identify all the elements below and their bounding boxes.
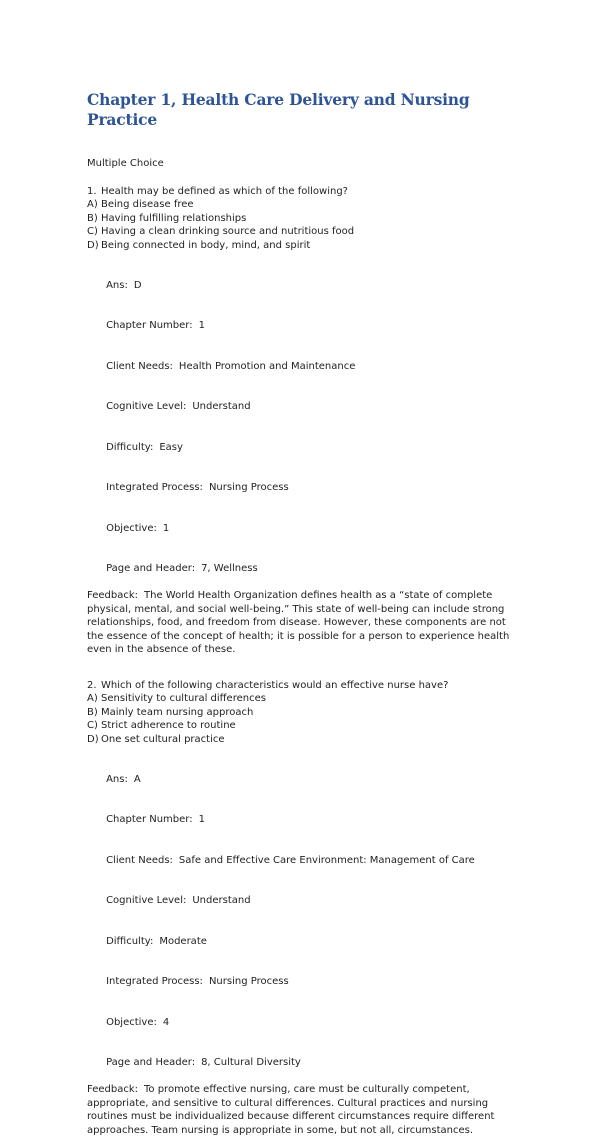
meta-chapter-number xyxy=(87,800,514,841)
meta-value: Understand xyxy=(192,895,251,906)
question-2-number: 2. xyxy=(87,679,97,691)
option-label: B) xyxy=(87,212,98,224)
meta-difficulty xyxy=(87,921,514,962)
meta-label: Objective: xyxy=(106,522,157,534)
meta-cognitive-level xyxy=(87,387,514,428)
question-2-option-c xyxy=(87,719,514,733)
meta-value: Easy xyxy=(159,441,183,453)
question-1-answer-block xyxy=(87,265,514,657)
option-label: C) xyxy=(87,226,98,237)
meta-label: Cognitive Level: xyxy=(106,895,187,906)
document-title: Chapter 1, Health Care Delivery and Nursing Practice xyxy=(87,90,470,129)
question-2-stem xyxy=(87,679,514,693)
meta-label: Client Needs: xyxy=(106,854,173,866)
question-1-stem xyxy=(87,185,514,199)
question-2-answer-block xyxy=(87,759,514,1137)
option-label: A) xyxy=(87,199,98,210)
meta-integrated-process xyxy=(87,468,514,509)
meta-value: 7, Wellness xyxy=(201,563,258,574)
meta-value: D xyxy=(133,279,142,291)
meta-label: Integrated Process: xyxy=(106,976,203,987)
meta-value: Moderate xyxy=(159,935,207,947)
question-1-text: Health may be defined as which of the following? xyxy=(101,185,348,197)
question-2-text: Which of the following characteristics would an effective nurse have? xyxy=(101,679,449,691)
meta-label: Difficulty: xyxy=(106,935,154,947)
option-text: One set cultural practice xyxy=(101,733,225,745)
option-text: Mainly team nursing approach xyxy=(101,706,254,718)
option-text: Having a clean drinking source and nutritious food xyxy=(101,226,355,237)
option-label: D) xyxy=(87,733,99,745)
question-1-option-b xyxy=(87,212,514,226)
meta-chapter-number xyxy=(87,306,514,347)
meta-value: Health Promotion and Maintenance xyxy=(178,360,356,372)
question-2-option-a xyxy=(87,692,514,706)
meta-label: Ans: xyxy=(106,773,128,785)
meta-label: Cognitive Level: xyxy=(106,401,187,412)
question-1-option-a xyxy=(87,198,514,212)
meta-ans xyxy=(87,759,514,800)
meta-ans xyxy=(87,265,514,306)
question-1-feedback xyxy=(87,589,514,657)
question-2-option-b xyxy=(87,706,514,720)
meta-label: Page and Header: xyxy=(106,1057,196,1068)
feedback-label: Feedback: xyxy=(87,590,138,601)
meta-client-needs xyxy=(87,840,514,881)
meta-value: Safe and Effective Care Environment: Management of Care xyxy=(178,854,475,866)
option-text: Having fulfilling relationships xyxy=(101,212,247,224)
meta-value: Nursing Process xyxy=(208,976,289,987)
feedback-text: The World Health Organization defines health as a “state of complete physical, mental, and social well-being.” This state of well-being can include strong relationships, food, and freedom from disease. However, these components are not the essence of the concept of health; it is possible for a person to experience health even in the absence of these. xyxy=(87,590,510,655)
option-label: D) xyxy=(87,239,99,251)
question-1-option-c xyxy=(87,225,514,239)
feedback-label: Feedback: xyxy=(87,1084,138,1095)
question-1 xyxy=(87,185,514,253)
meta-label: Integrated Process: xyxy=(106,482,203,493)
meta-value: 1 xyxy=(198,814,205,825)
meta-objective xyxy=(87,508,514,549)
option-text: Strict adherence to routine xyxy=(101,720,236,731)
meta-value: Understand xyxy=(192,401,251,412)
meta-objective xyxy=(87,1002,514,1043)
option-text: Sensitivity to cultural differences xyxy=(101,693,266,704)
option-label: B) xyxy=(87,706,98,718)
meta-cognitive-level xyxy=(87,881,514,922)
meta-value: 8, Cultural Diversity xyxy=(201,1057,301,1068)
question-1-number: 1. xyxy=(87,185,97,197)
meta-label: Difficulty: xyxy=(106,441,154,453)
meta-client-needs xyxy=(87,346,514,387)
meta-value: A xyxy=(133,773,141,785)
section-heading: Multiple Choice xyxy=(87,158,164,169)
option-text: Being disease free xyxy=(101,199,194,210)
meta-label: Chapter Number: xyxy=(106,814,193,825)
meta-label: Chapter Number: xyxy=(106,320,193,331)
meta-value: 1 xyxy=(162,522,170,534)
question-2-feedback xyxy=(87,1083,514,1137)
meta-label: Ans: xyxy=(106,279,128,291)
meta-page-header xyxy=(87,549,514,590)
meta-label: Objective: xyxy=(106,1016,157,1028)
meta-value: 1 xyxy=(198,320,205,331)
meta-value: 4 xyxy=(162,1016,170,1028)
meta-integrated-process xyxy=(87,962,514,1003)
meta-value: Nursing Process xyxy=(208,482,289,493)
question-1-option-d xyxy=(87,239,514,253)
option-label: C) xyxy=(87,720,98,731)
question-2 xyxy=(87,679,514,747)
meta-page-header xyxy=(87,1043,514,1084)
meta-label: Page and Header: xyxy=(106,563,196,574)
feedback-text: To promote effective nursing, care must be culturally competent, appropriate, and sensitive to cultural differences. Cultural practices and nursing routines must be individualized because different circumstances require different approaches. Team nursing is appropriate in some, but not all, circumstances. xyxy=(87,1084,495,1136)
meta-label: Client Needs: xyxy=(106,360,173,372)
option-text: Being connected in body, mind, and spirit xyxy=(101,239,311,251)
question-2-option-d xyxy=(87,733,514,747)
meta-difficulty xyxy=(87,427,514,468)
option-label: A) xyxy=(87,693,98,704)
